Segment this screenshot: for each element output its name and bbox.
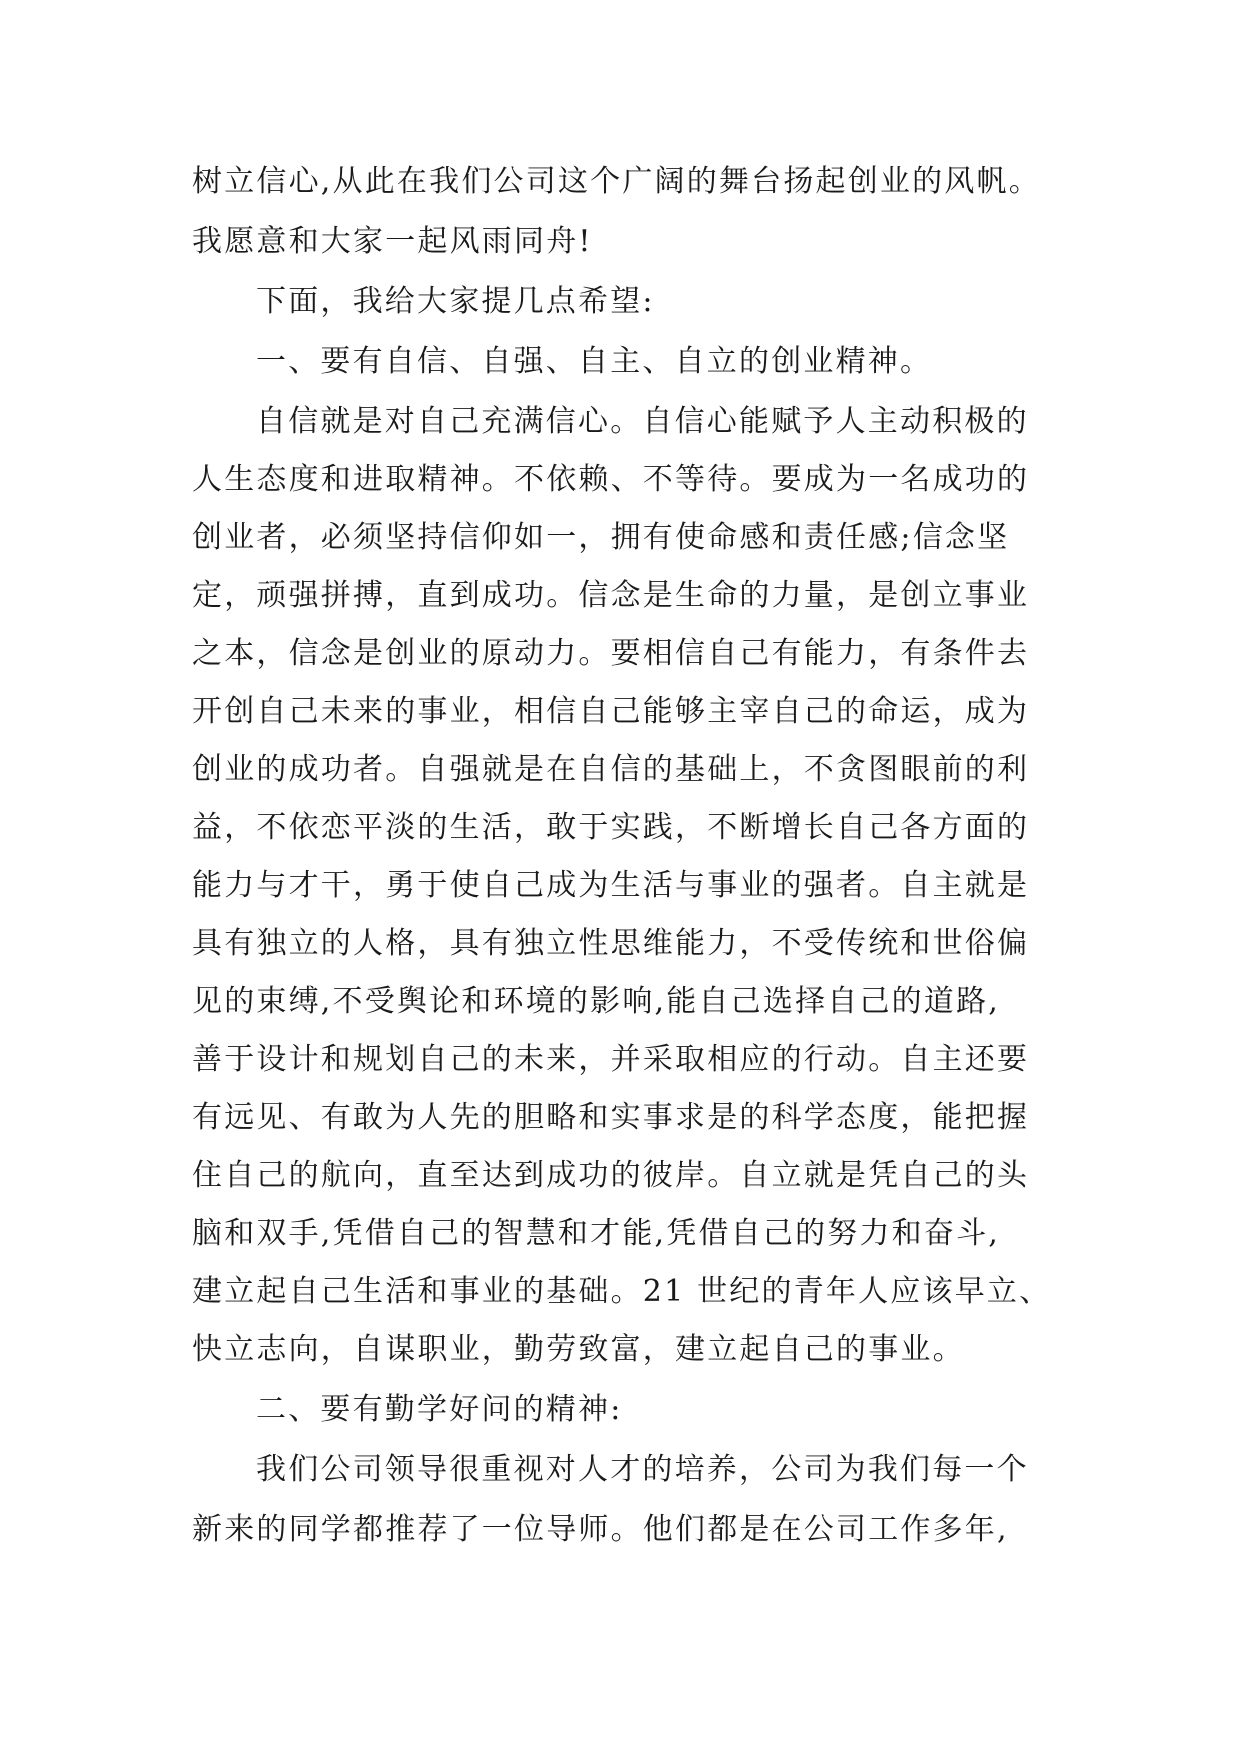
text-line: 善于设计和规划自己的未来，并采取相应的行动。自主还要: [192, 1042, 1030, 1077]
text-line: 益，不依恋平淡的生活，敢于实践，不断增长自己各方面的: [192, 810, 1030, 845]
text-line: 具有独立的人格，具有独立性思维能力，不受传统和世俗偏: [192, 926, 1030, 961]
section-heading: 一、要有自信、自强、自主、自立的创业精神。: [256, 344, 933, 379]
text-line: 创业的成功者。自强就是在自信的基础上，不贪图眼前的利: [192, 752, 1030, 787]
text-line: 创业者，必须坚持信仰如一，拥有使命感和责任感;信念坚: [192, 520, 1010, 555]
text-line: 之本，信念是创业的原动力。要相信自己有能力，有条件去: [192, 636, 1030, 671]
paragraph-start-line: 自信就是对自己充满信心。自信心能赋予人主动积极的: [256, 404, 1029, 439]
text-line: 新来的同学都推荐了一位导师。他们都是在公司工作多年,: [192, 1512, 1009, 1547]
text-line: 人生态度和进取精神。不依赖、不等待。要成为一名成功的: [192, 462, 1030, 497]
text-line: 脑和双手,凭借自己的智慧和才能,凭借自己的努力和奋斗,: [192, 1216, 1001, 1251]
text-line: 定，顽强拼搏，直到成功。信念是生命的力量，是创立事业: [192, 578, 1030, 613]
paragraph-start-line: 下面，我给大家提几点希望:: [256, 284, 655, 319]
paragraph-start-line: 我们公司领导很重视对人才的培养，公司为我们每一个: [256, 1452, 1029, 1487]
text-line: 建立起自己生活和事业的基础。21 世纪的青年人应该早立、: [192, 1274, 1052, 1309]
text-line: 见的束缚,不受舆论和环境的影响,能自己选择自己的道路,: [192, 984, 1001, 1019]
text-line: 有远见、有敢为人先的胆略和实事求是的科学态度，能把握: [192, 1100, 1030, 1135]
text-line: 开创自己未来的事业，相信自己能够主宰自己的命运，成为: [192, 694, 1030, 729]
text-line: 快立志向，自谋职业，勤劳致富，建立起自己的事业。: [192, 1332, 965, 1367]
text-line: 树立信心,从此在我们公司这个广阔的舞台扬起创业的风帆。: [192, 164, 1041, 199]
text-line: 住自己的航向，直至达到成功的彼岸。自立就是凭自己的头: [192, 1158, 1030, 1193]
text-line: 我愿意和大家一起风雨同舟!: [192, 224, 593, 259]
text-line: 能力与才干，勇于使自己成为生活与事业的强者。自主就是: [192, 868, 1030, 903]
section-heading: 二、要有勤学好问的精神:: [256, 1392, 623, 1427]
